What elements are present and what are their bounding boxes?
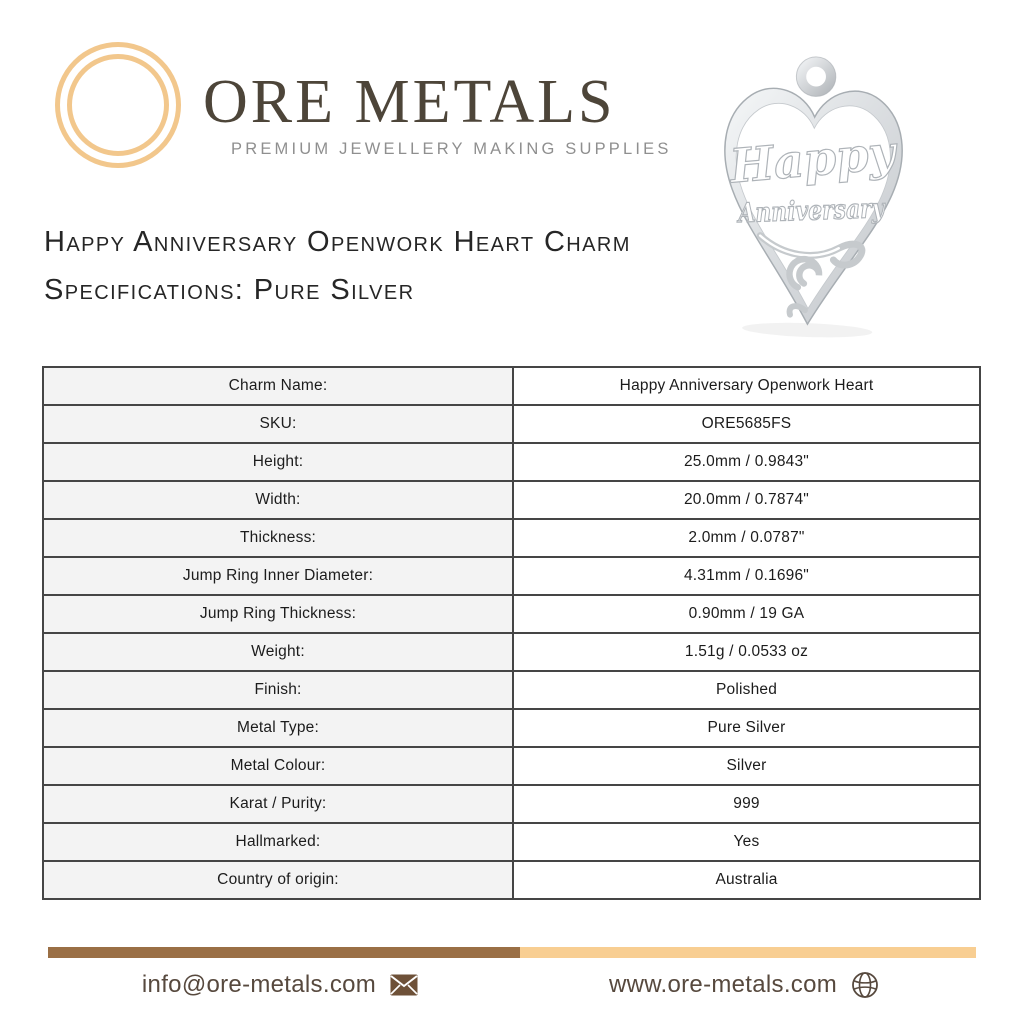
brand-tagline: PREMIUM JEWELLERY MAKING SUPPLIES (231, 140, 672, 158)
globe-icon (851, 971, 879, 999)
brand-name: ORE METALS (203, 68, 616, 136)
product-title: Happy Anniversary Openwork Heart Charm (44, 226, 631, 258)
email-contact[interactable] (48, 962, 512, 1008)
envelope-icon (390, 974, 418, 996)
spec-row (43, 405, 980, 443)
spec-row (43, 785, 980, 823)
spec-row (43, 595, 980, 633)
spec-row (43, 481, 980, 519)
spec-value: 0.90mm / 19 GA (513, 595, 980, 633)
spec-label: Metal Type: (43, 709, 513, 747)
spec-label: Country of origin: (43, 861, 513, 899)
spec-value: ORE5685FS (513, 405, 980, 443)
jump-ring (801, 61, 832, 92)
spec-value: Pure Silver (513, 709, 980, 747)
spec-label: Metal Colour: (43, 747, 513, 785)
spec-row (43, 823, 980, 861)
spec-value: 25.0mm / 0.9843" (513, 443, 980, 481)
charm-engraving-line1: Happy (727, 124, 898, 194)
spec-label: Height: (43, 443, 513, 481)
spec-value: Australia (513, 861, 980, 899)
spec-row (43, 747, 980, 785)
spec-value: 2.0mm / 0.0787" (513, 519, 980, 557)
brand-logo-ring-icon (55, 42, 181, 168)
spec-table-body (43, 367, 980, 899)
spec-label: Width: (43, 481, 513, 519)
spec-value: 999 (513, 785, 980, 823)
spec-row (43, 367, 980, 405)
spec-value: 4.31mm / 0.1696" (513, 557, 980, 595)
spec-label: Karat / Purity: (43, 785, 513, 823)
spec-row (43, 671, 980, 709)
spec-row (43, 557, 980, 595)
charm-engraving-line2: Anniversary (737, 191, 917, 230)
spec-label: Jump Ring Thickness: (43, 595, 513, 633)
spec-label: Jump Ring Inner Diameter: (43, 557, 513, 595)
divider-brown-segment (48, 947, 520, 958)
spec-value: 1.51g / 0.0533 oz (513, 633, 980, 671)
spec-label: Hallmarked: (43, 823, 513, 861)
spec-row (43, 861, 980, 899)
spec-value: Polished (513, 671, 980, 709)
spec-label: Charm Name: (43, 367, 513, 405)
website-text: www.ore-metals.com (608, 971, 838, 998)
brand-block (203, 68, 672, 159)
divider-tan-segment (520, 947, 976, 958)
spec-row (43, 519, 980, 557)
website-contact[interactable] (512, 962, 976, 1008)
spec-value: Happy Anniversary Openwork Heart (513, 367, 980, 405)
spec-value: 20.0mm / 0.7874" (513, 481, 980, 519)
product-image (698, 46, 926, 342)
email-text: info@ore-metals.com (141, 971, 377, 998)
spec-row (43, 443, 980, 481)
product-subtitle: Specifications: Pure Silver (44, 274, 415, 306)
spec-row (43, 633, 980, 671)
spec-label: SKU: (43, 405, 513, 443)
spec-row (43, 709, 980, 747)
spec-table (42, 366, 981, 900)
spec-label: Thickness: (43, 519, 513, 557)
spec-value: Yes (513, 823, 980, 861)
spec-label: Finish: (43, 671, 513, 709)
heart-charm-illustration (698, 46, 926, 342)
title-block (44, 218, 704, 314)
footer-contacts (48, 962, 976, 1008)
spec-value: Silver (513, 747, 980, 785)
spec-label: Weight: (43, 633, 513, 671)
footer-divider (48, 947, 976, 958)
